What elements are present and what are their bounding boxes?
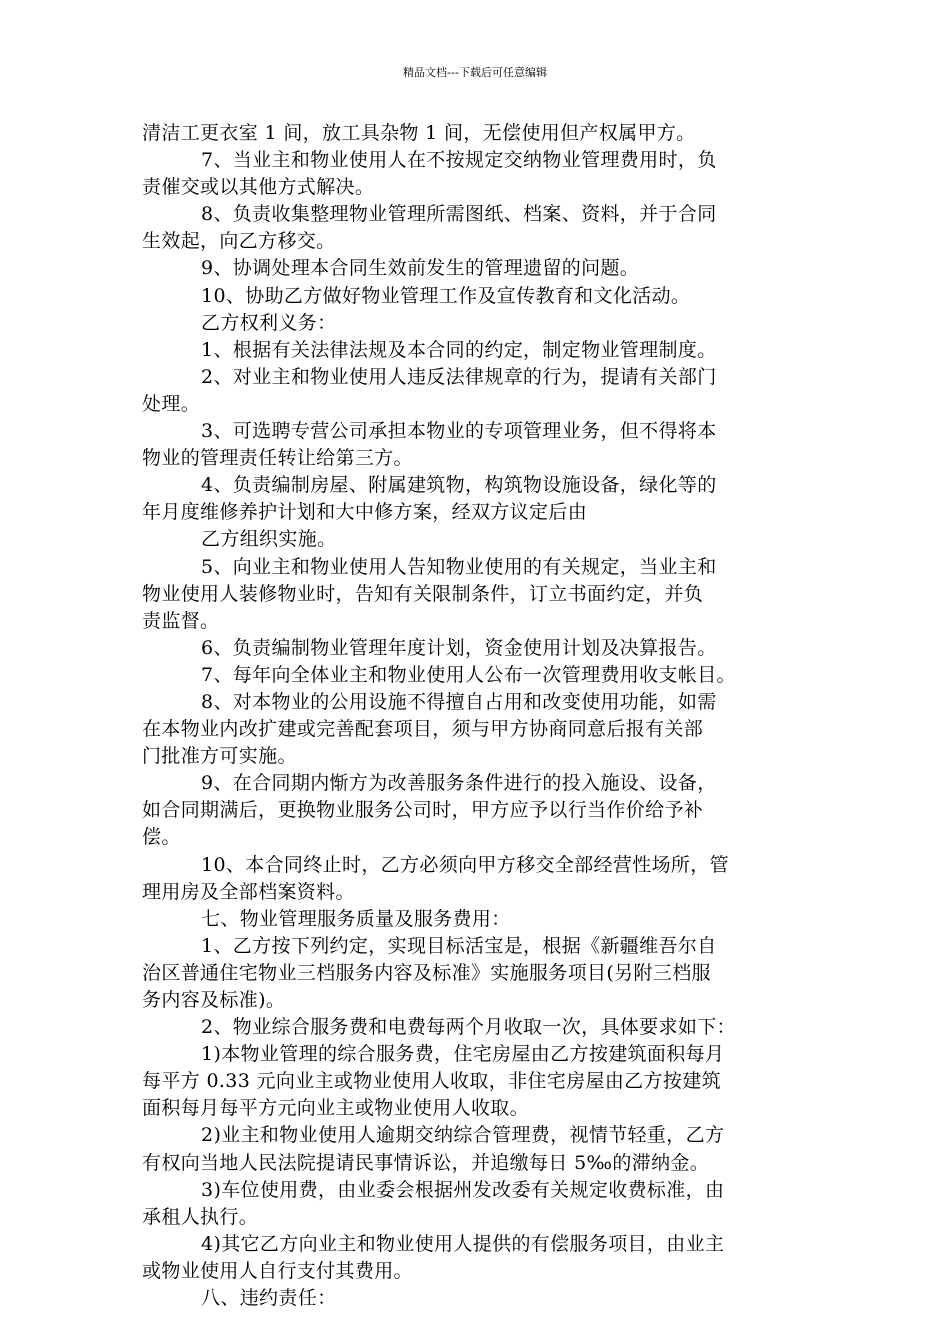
paragraph-line: 清洁工更衣室 1 间，放工具杂物 1 间，无偿使用但产权属甲方。 (142, 122, 696, 144)
paragraph-line: 年月度维修养护计划和大中修方案，经双方议定后由 (142, 501, 588, 524)
page-header: 精品文档---下载后可任意编辑 (403, 66, 547, 79)
paragraph-line: 责催交或以其他方式解决。 (142, 176, 375, 199)
paragraph-line: 7、当业主和物业使用人在不按规定交纳物业管理费用时，负 (201, 149, 717, 172)
paragraph-line: 八、违约责任： (201, 1287, 337, 1310)
paragraph-line: 物业的管理责任转让给第三方。 (142, 447, 413, 470)
paragraph-line: 理用房及全部档案资料。 (142, 880, 355, 903)
paragraph-line: 8、负责收集整理物业管理所需图纸、档案、资料，并于合同 (201, 203, 717, 226)
paragraph-line: 七、物业管理服务质量及服务费用： (201, 907, 511, 930)
paragraph-line: 物业使用人装修物业时，告知有关限制条件，订立书面约定，并负 (142, 582, 704, 605)
paragraph-line: 每平方 0.33 元向业主或物业使用人收取，非住宅房屋由乙方按建筑 (142, 1070, 721, 1093)
paragraph-line: 1、乙方按下列约定，实现目标活宝是，根据《新疆维吾尔自 (201, 934, 717, 957)
paragraph-line: 9、在合同期内惭方为改善服务条件进行的投入施设、设备， (201, 772, 717, 795)
paragraph-line: 或物业使用人自行支付其费用。 (142, 1259, 413, 1282)
paragraph-line: 10、协助乙方做好物业管理工作及宣传教育和文化活动。 (201, 284, 691, 307)
paragraph-line: 1、根据有关法律法规及本合同的约定，制定物业管理制度。 (201, 338, 717, 361)
paragraph-line: 5、向业主和物业使用人告知物业使用的有关规定，当业主和 (201, 555, 717, 578)
paragraph-line: 务内容及标准)。 (142, 989, 286, 1011)
paragraph-line: 面积每月每平方元向业主或物业使用人收取。 (142, 1097, 530, 1120)
paragraph-line: 如合同期满后，更换物业服务公司时，甲方应予以行当作价给予补 (142, 799, 704, 822)
paragraph-line: 2、对业主和物业使用人违反法律规章的行为，提请有关部门 (201, 365, 717, 388)
paragraph-line: 4)其它乙方向业主和物业使用人提供的有偿服务项目，由业主 (201, 1232, 725, 1255)
paragraph-line: 2)业主和物业使用人逾期交纳综合管理费，视情节轻重，乙方 (201, 1124, 725, 1147)
paragraph-line: 7、每年向全体业主和物业使用人公布一次管理费用收支帐目。 (201, 663, 736, 686)
paragraph-line: 门批准方可实施。 (142, 745, 297, 768)
paragraph-line: 3、可选聘专营公司承担本物业的专项管理业务，但不得将本 (201, 420, 717, 443)
paragraph-line: 10、本合同终止时，乙方必须向甲方移交全部经营性场所，管 (201, 853, 729, 876)
paragraph-line: 9、协调处理本合同生效前发生的管理遗留的问题。 (201, 257, 640, 280)
paragraph-line: 有权向当地人民法院提请民事情诉讼，并追缴每日 5‰的滞纳金。 (142, 1151, 710, 1174)
paragraph-line: 治区普通住宅物业三档服务内容及标准》实施服务项目(另附三档服 (142, 961, 711, 984)
paragraph-line: 处理。 (142, 392, 201, 415)
paragraph-line: 在本物业内改扩建或完善配套项目，须与甲方协商同意后报有关部 (142, 718, 704, 741)
paragraph-line: 6、负责编制物业管理年度计划，资金使用计划及决算报告。 (201, 636, 717, 659)
document-body (142, 120, 810, 1312)
paragraph-line: 3)车位使用费，由业委会根据州发改委有关规定收费标准，由 (201, 1178, 725, 1201)
paragraph-line: 生效起，向乙方移交。 (142, 230, 336, 253)
paragraph-line: 责监督。 (142, 609, 220, 632)
paragraph-line: 乙方权利义务： (201, 311, 337, 334)
paragraph-line: 2、物业综合服务费和电费每两个月收取一次，具体要求如下： (201, 1016, 736, 1039)
paragraph-line: 偿。 (142, 826, 181, 849)
paragraph-line: 承租人执行。 (142, 1205, 259, 1228)
paragraph-line: 8、对本物业的公用设施不得擅自占用和改变使用功能，如需 (201, 690, 717, 713)
paragraph-line: 乙方组织实施。 (201, 528, 337, 551)
paragraph-line: 1)本物业管理的综合服务费，住宅房屋由乙方按建筑面积每月 (201, 1043, 725, 1066)
paragraph-line: 4、负责编制房屋、附属建筑物，构筑物设施设备，绿化等的 (201, 474, 717, 497)
